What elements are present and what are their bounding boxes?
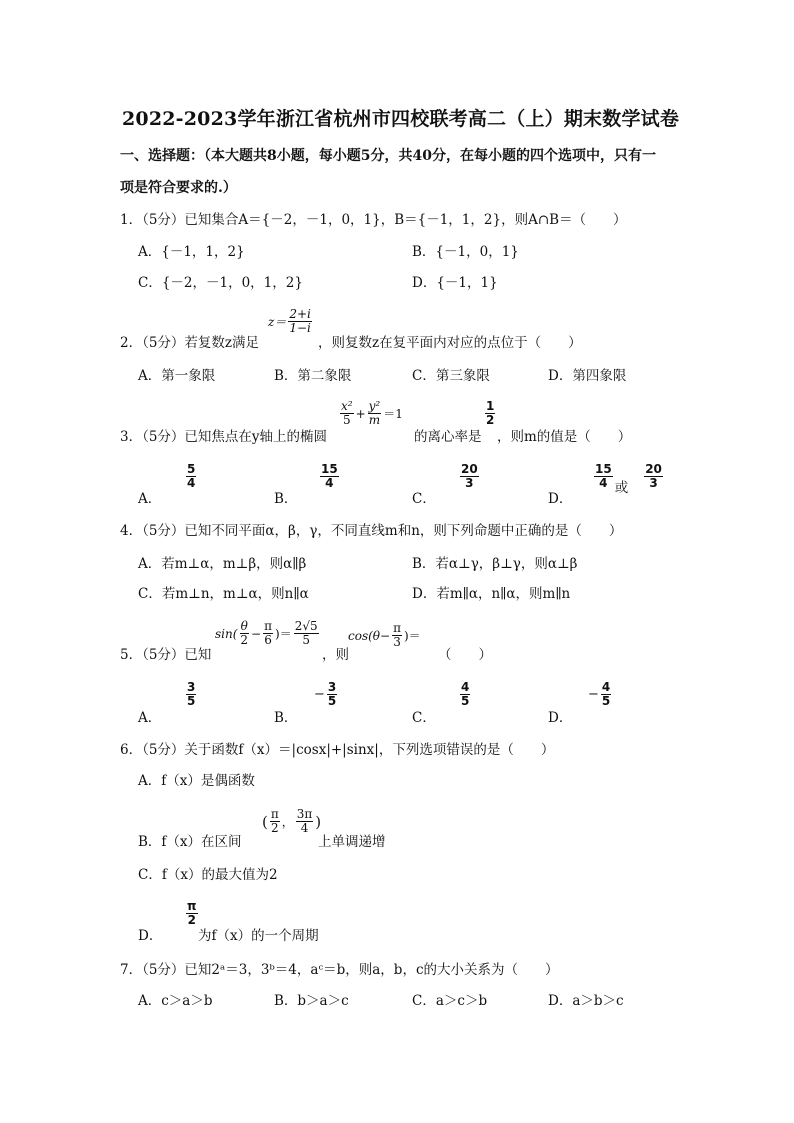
fraction-numerator: 4	[461, 680, 470, 694]
formula-lhs: z＝	[268, 315, 287, 329]
fraction-x	[340, 400, 354, 427]
fraction-denominator: 2	[486, 413, 495, 427]
question-5-pre: 5．（5分）已知	[120, 647, 212, 663]
question-6-option-d-value	[184, 900, 200, 927]
fraction-numerator: y²	[368, 399, 381, 413]
formula-fraction	[288, 308, 312, 335]
question-6-option-b-pre: B．f（x）在区间	[138, 834, 242, 850]
equals-one: ＝1	[383, 407, 403, 421]
question-5-sin-formula	[215, 620, 321, 647]
fraction-three-pi-quarter	[296, 808, 314, 835]
fraction-numerator: x²	[341, 399, 353, 413]
fraction-denominator: 4	[325, 476, 334, 490]
minus-sign: −	[588, 687, 599, 702]
question-3-option-a: A．	[138, 491, 162, 507]
fraction-denominator: 1−i	[289, 321, 311, 335]
plus-sign: +	[355, 406, 366, 421]
question-3-pre: 3．（5分）已知焦点在y轴上的椭圆	[120, 429, 328, 445]
question-7-stem: 7．（5分）已知2ᵃ＝3，3ᵇ＝4，aᶜ＝b，则a，b，c的大小关系为（ ）	[120, 962, 559, 978]
fraction-value	[460, 463, 479, 490]
fraction-value	[601, 681, 611, 708]
question-2-pre: 2．（5分）若复数z满足	[120, 335, 260, 351]
fraction-numerator: 3	[327, 680, 337, 694]
question-3-option-b-value	[318, 463, 341, 490]
question-5-option-d: D．	[548, 710, 573, 726]
section-header-line1: 一、选择题：（本大题共8小题，每小题5分，共40分，在每小题的四个选项中，只有一	[120, 148, 656, 164]
question-3-eccentricity	[483, 400, 497, 427]
question-3-ellipse-formula	[338, 400, 403, 427]
fraction-denominator: 2	[187, 913, 196, 927]
fraction-denominator: 5	[461, 694, 470, 708]
question-3-option-a-value	[184, 463, 198, 490]
fraction-result	[294, 620, 319, 647]
fraction-denominator: 4	[599, 476, 608, 490]
question-5-option-c-value	[458, 681, 472, 708]
minus-sign: −	[251, 626, 262, 641]
fraction-theta-half	[239, 620, 249, 647]
fraction-numerator: 15	[321, 462, 338, 476]
question-4-option-b: B．若α⊥γ，β⊥γ，则α⊥β	[412, 556, 578, 572]
fraction-numerator: 4	[601, 680, 611, 694]
question-4-stem: 4．（5分）已知不同平面α，β，γ，不同直线m和n，则下列命题中正确的是（ ）	[120, 523, 623, 539]
minus-sign: −	[314, 687, 325, 702]
fraction-pi-half	[270, 808, 280, 835]
question-5-option-c: C．	[412, 710, 436, 726]
fraction-denominator: 2	[270, 821, 279, 835]
question-1-option-a: A．{－1，1，2}	[138, 244, 245, 260]
fraction-numerator: π	[187, 899, 197, 913]
fraction-pi-half	[186, 900, 198, 927]
question-5-option-a: A．	[138, 710, 162, 726]
question-3-option-c: C．	[412, 491, 436, 507]
cos-open: cos(θ−	[348, 628, 391, 643]
fraction-denominator: 2	[240, 633, 249, 647]
fraction-denominator: 3	[649, 476, 658, 490]
fraction-numerator: 1	[486, 399, 495, 413]
fraction-numerator: 2+i	[289, 307, 311, 321]
fraction-value	[186, 681, 196, 708]
fraction-numerator: 15	[595, 462, 612, 476]
fraction-numerator: 3	[187, 680, 196, 694]
fraction-numerator: 20	[461, 462, 478, 476]
question-6-option-b-post: 上单调递增	[318, 834, 386, 850]
question-2-option-d: D．第四象限	[548, 368, 627, 384]
question-6-interval	[262, 808, 321, 835]
fraction-numerator: 3π	[296, 807, 313, 821]
question-1-option-d: D．{－1，1}	[412, 275, 498, 291]
question-1-stem: 1．（5分）已知集合A＝{－2，－1，0，1}，B＝{－1，1，2}，则A∩B＝（ ）	[120, 212, 627, 228]
question-5-cos-formula	[348, 622, 421, 649]
question-3-post: ，则m的值是（ ）	[497, 429, 632, 445]
question-4-option-c: C．若m⊥n，m⊥α，则n∥α	[138, 586, 309, 602]
question-3-option-c-value	[458, 463, 481, 490]
fraction-value	[320, 463, 339, 490]
fraction-numerator: 5	[187, 462, 196, 476]
or-word: 或	[614, 480, 629, 496]
question-6-option-d-pre: D．	[138, 928, 163, 944]
fraction-denominator: 3	[465, 476, 474, 490]
question-1-option-c: C．{－2，－1，0，1，2}	[138, 275, 303, 291]
question-2-formula	[268, 308, 314, 335]
fraction-denominator: 5	[601, 694, 611, 708]
question-5-option-d-value	[588, 681, 613, 708]
open-paren: (	[262, 812, 268, 831]
question-6-option-a: A．f（x）是偶函数	[138, 773, 255, 789]
question-3-option-b: B．	[274, 491, 298, 507]
fraction-denominator: 5	[342, 413, 351, 427]
fraction-value	[644, 463, 663, 490]
fraction-denominator: 4	[187, 476, 196, 490]
fraction-pi-sixth	[263, 620, 273, 647]
fraction-numerator: π	[264, 619, 272, 633]
fraction-denominator: 5	[302, 633, 310, 647]
question-5-option-b-value	[314, 681, 339, 708]
question-5-mid: ，则	[322, 647, 349, 663]
fraction-denominator: 4	[300, 821, 309, 835]
close-equals: )＝	[275, 627, 292, 641]
question-7-option-a: A．c＞a＞b	[138, 993, 213, 1009]
question-5-option-a-value	[184, 681, 198, 708]
question-2-post: ，则复数z在复平面内对应的点位于（ ）	[318, 335, 582, 351]
fraction-denominator: m	[368, 413, 381, 427]
fraction-value	[327, 681, 337, 708]
question-7-option-c: C．a＞c＞b	[412, 993, 488, 1009]
question-2-option-b: B．第二象限	[274, 368, 352, 384]
question-1-option-b: B．{－1，0，1}	[412, 244, 519, 260]
question-4-option-a: A．若m⊥α，m⊥β，则α∥β	[138, 556, 307, 572]
fraction-denominator: 5	[327, 694, 337, 708]
fraction-denominator: 5	[187, 694, 196, 708]
fraction-value	[460, 681, 470, 708]
comma: ，	[281, 815, 294, 829]
question-7-option-d: D．a＞b＞c	[548, 993, 624, 1009]
fraction-numerator: π	[270, 807, 279, 821]
question-3-option-d-value	[592, 462, 665, 496]
fraction-value	[594, 463, 613, 490]
fraction-denominator: 6	[264, 633, 272, 647]
question-6-option-d-post: 为f（x）的一个周期	[198, 928, 319, 944]
question-3-mid: 的离心率是	[414, 429, 482, 445]
question-6-stem: 6．（5分）关于函数f（x）＝|cosx|+|sinx|，下列选项错误的是（ ）	[120, 742, 555, 758]
close-paren: )	[315, 812, 322, 831]
question-3-option-d: D．	[548, 491, 573, 507]
fraction-pi-third	[392, 622, 402, 649]
fraction-half	[485, 400, 495, 427]
fraction-numerator: θ	[240, 619, 248, 633]
question-5-post: （ ）	[438, 647, 492, 663]
question-4-option-d: D．若m∥α，n∥α，则m∥n	[412, 586, 571, 602]
question-5-option-b: B．	[274, 710, 298, 726]
fraction-y	[368, 400, 382, 427]
fraction-denominator: 3	[393, 635, 401, 649]
fraction-numerator: π	[393, 621, 401, 635]
sin-open: sin(	[215, 626, 238, 641]
question-7-option-b: B．b＞a＞c	[274, 993, 349, 1009]
fraction-value	[186, 463, 196, 490]
fraction-numerator: 20	[645, 462, 662, 476]
fraction-numerator: 2√5	[294, 619, 318, 633]
section-header-line2: 项是符合要求的.）	[120, 180, 237, 196]
question-2-option-a: A．第一象限	[138, 368, 216, 384]
page-title: 2022-2023学年浙江省杭州市四校联考高二（上）期末数学试卷	[122, 108, 680, 130]
question-2-option-c: C．第三象限	[412, 368, 490, 384]
close-equals: )＝	[403, 629, 421, 643]
question-6-option-c: C．f（x）的最大值为2	[138, 867, 278, 883]
